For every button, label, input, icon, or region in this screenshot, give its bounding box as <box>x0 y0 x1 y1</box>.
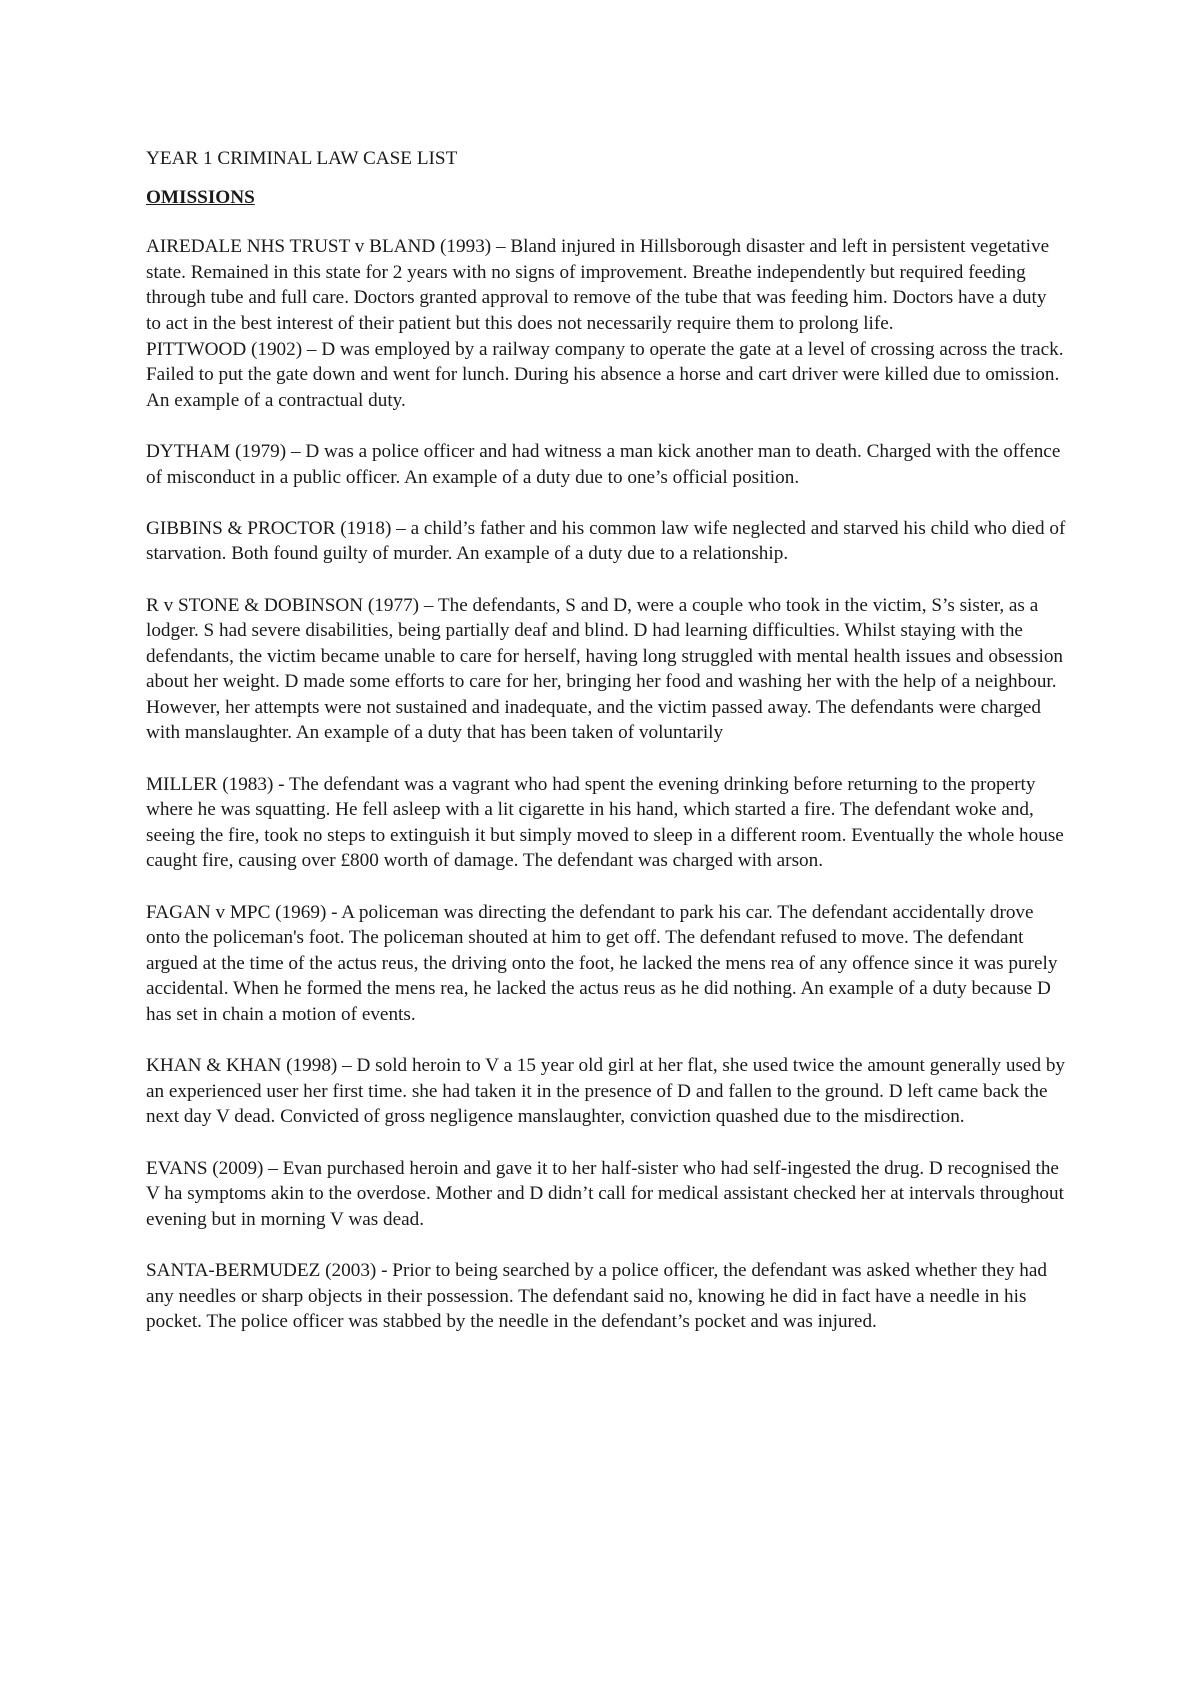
document-title: YEAR 1 CRIMINAL LAW CASE LIST <box>146 148 458 169</box>
case-stone-dobinson: R v STONE & DOBINSON (1977) – The defendants, S and D, were a couple who took in the victim, S’s sister, as a lodger. S had severe disabilities, being partially deaf and blind. D had learning difficulties. Whilst staying with the defendants, the victim became unable to care for herself, having long struggled with mental health issues and obsession about her weight. D made some efforts to care for her, bringing her food and washing her with the help of a neighbour. However, her attempts were not sustained and inadequate, and the victim passed away. The defendants were charged with manslaughter. An example of a duty that has been taken of voluntarily <box>146 594 1064 744</box>
case-airedale-v-bland: AIREDALE NHS TRUST v BLAND (1993) – Bland injured in Hillsborough disaster and left in persistent vegetative state. Remained in this state for 2 years with no signs of improvement. Breathe independently but required feeding through tube and full care. Doctors granted approval to remove of the tube that was feeding him. Doctors have a duty to act in the best interest of their patient but this does not necessarily require them to prolong life. <box>146 236 1050 334</box>
case-khan-khan: KHAN & KHAN (1998) – D sold heroin to V a 15 year old girl at her flat, she used twice the amount generally used by an experienced user her first time. she had taken it in the presence of D and fallen to the ground. D left came back the next day V dead. Convicted of gross negligence manslaughter, conviction quashed due to the misdirection. <box>146 1055 1066 1128</box>
case-fagan-v-mpc: FAGAN v MPC (1969) - A policeman was directing the defendant to park his car. The defendant accidentally drove onto the policeman's foot. The policeman shouted at him to get off. The defendant refused to move. The defendant argued at the time of the actus reus, the driving onto the foot, he lacked the mens rea of any offence since it was purely accidental. When he formed the mens rea, he lacked the actus reus as he did nothing. An example of a duty because D has set in chain a motion of events. <box>146 901 1058 1025</box>
case-dytham: DYTHAM (1979) – D was a police officer and had witness a man kick another man to death. Charged with the offence of misconduct in a public officer. An example of a duty due to one’s official position. <box>146 440 1061 488</box>
case-miller: MILLER (1983) - The defendant was a vagrant who had spent the evening drinking before returning to the property where he was squatting. He fell asleep with a lit cigarette in his hand, which started a fire. The defendant woke and, seeing the fire, took no steps to extinguish it but simply moved to sleep in a different room. Eventually the whole house caught fire, causing over £800 worth of damage. The defendant was charged with arson. <box>146 773 1064 872</box>
document-page <box>146 146 1066 1360</box>
case-santa-bermudez: SANTA-BERMUDEZ (2003) - Prior to being searched by a police officer, the defendant was asked whether they had any needles or sharp objects in their possession. The defendant said no, knowing he did in fact have a needle in his pocket. The police officer was stabbed by the needle in the defendant’s pocket and was injured. <box>146 1259 1048 1333</box>
case-pittwood: PITTWOOD (1902) – D was employed by a railway company to operate the gate at a level of crossing across the track. Failed to put the gate down and went for lunch. During his absence a horse and cart driver were killed due to omission. An example of a contractual duty. <box>146 338 1064 411</box>
case-evans: EVANS (2009) – Evan purchased heroin and gave it to her half-sister who had self-ingested the drug. D recognised the V ha symptoms akin to the overdose. Mother and D didn’t call for medical assistant checked her at intervals throughout evening but in morning V was dead. <box>146 1157 1064 1230</box>
section-heading-omissions: OMISSIONS <box>146 186 255 208</box>
case-gibbins-proctor: GIBBINS & PROCTOR (1918) – a child’s father and his common law wife neglected and starved his child who died of starvation. Both found guilty of murder. An example of a duty due to a relationship. <box>146 517 1066 565</box>
